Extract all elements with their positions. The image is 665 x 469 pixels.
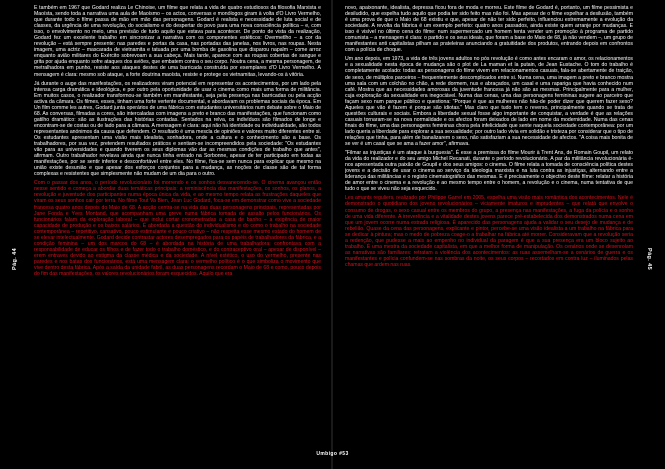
right-paragraph-3: "Filmar as injustiças é um ataque à burguesia". É esse a premissa do filme Mourir à Trent Ans, de Romain Goupil, um relato da vida do realizador e do seu amigo Michel Recanati, durante o período revolucionário. A par da militância revolucionária é-nos apresentada outra paixão de Goupil e dos seus amigos: o cinema. O filme relata a tomada de consciência política destes jovens e a decisão de usar o cinema ao serviço da ideologia marxista e na luta contra as injustiças, alternando entre a liderança das militâncias e o registo cinematográfico das mesmas. E é precisamente o objectivo deste filme: relatar a história de amor entre o cinema e a revolução e ao mesmo tempo entre o homem, a revolução e o cinema, numa tentativa de que tudo o que se viveu não seja esquecido. (345, 150, 633, 193)
left-page (0, 0, 332, 469)
right-paragraph-1: novo, apaixonante, idealista, depressa ficou fora de moda e morreu. Este filme de Godard é, portanto, um filme pessimista e desiludido, que espelha tudo aquilo que podia ter sido feito mas não foi. Mas apesar de o filme expelhar a desilusão, também é uma prova de que o Maio de 68 existiu e que, apesar de não ter sido perfeito, influenciou extremamente a evolução da sociedade. A revolta da fábrica é um exemplo perfeito: quatro anos passados, ainda existe quem arranje por mudanças. E isso é visível no último cena do filme: num supermercado um homem tenta vender um promoção à programa de partido comunista – a mensagem é clara: o partido e os seus ideais, que foram a base do Maio de 68, já não vendem –, um grupo de manifestantes anti capitalistas pilham as prateleiras anunciando a gratuitidade dos produtos, entrando depois em confrontos com a polícia de choque. (345, 5, 633, 54)
left-text-column (34, 5, 321, 437)
left-paragraph-1: É também em 1967 que Godard realiza Le Chinoise, um filme que relata a vida de quatro estudiosos da filosofia Marxista e Maoísta, sendo toda a narrativa uma aula de Maoísmo – os actos, conversas e monólogos giram à volta d'O Livro Vermelho, que durante todo o filme passa de mão em mão das personagens. Godard é realista e necessidade de luta social e de classes, da urgência de uma revolução, do socialismo e do despertar do povo para uma nova consciência política – e, com isso, o envolvimento no meio, uma previsão de tudo aquilo que estava para acontecer. De ponto de vista da realização, Godard fez um excelente trabalho em sincronizar a narrativa com os componentes estéticos: Overmetlho – a cor da revolução – está sempre presente: nas paredes e portas da casa, nas portadas das janelas, nos livros, nas roupas. Nesta imagem, uma actriz – mascarada de vietnamita e tatuada por uma bomba de gasolina que disparou napalm – come arroz enquanto avião militares do Exército sobrevoam a sua cabeça. Mais tarde, aparece com as roupas cobertas de sangue e grita por ajuda enquanto sofre ataques dos aviões, que embatem contra o seu corpo. Noutra cena, a mesma personagem, de metralhadora em punho, resiste aos ataques destes de uma barricada construída por exemplares d'O Livro Vermelho. A mensagem é clara: mesmo sob ataque, a forte doutrina maoísta, resiste e protege os vietnamitas, levando-os à vitória. (34, 5, 321, 78)
left-paragraph-3: Com o passar dos anos, o período revolucionário foi morrendo e os sonhos desvanecendo-se. O cinema avançou então nesse sentido e começa a abordar duas temáticas principais: a reminiscência das manifestações, os sonhos, os planos, a revolução e juventude dos participantes numa época única da vida, e ao mesmo tempo relata as frustrações daqueles que viram os seus sonhos cair por terra. No filme Tout Va Bien, Jean Luc Godard, foca-se em demonstrar como vive a sociedade francesa quatro anos depois do Maio de 68. A acção centra-se na vida das duas personagens principais, representadas por Jane Fonda e Yves Montand, que acompanham uma greve numa fábrica tomada de assalto pelos funcionários. Os funcionários falam da exploração laboral – que inclui cortar cronometradas a casa de banho – a exigência de maior capacidade de produção e os baixos salários. É abordada a questão do individualismo e do como o trabalho na sociedade contemporânea – repetitivo, cansativo, pouco estimulante e pouco criativo – não respeita esse mesmo estado do homem de se elevar intelectualmente. Godard decide contrastar actores desempregados para os papéis de trabalhadores da fábrica, e a condição feminina – um dos marcos do 68 – é abordada na história de uma trabalhadora: confrontava com a responsabilidade de educar os filhos e de fazer todo o trabalho doméstico, e do contraceptivo oral – apesar de disponível – erem entraves devido ao estigma da classe médica e da sociedade. A nível estético, o uso do vermelho, presente nas paredes e nos batas dos funcionários, está uma mensagem clara: o vermelho político é o que simboliza o movimento que vive dentro desta fábrica. Após a saída da unidade fabril, as duas personagens recordam o Maio de 68 e como, pouco depois do fim das manifestações, os valores revolucionários foram esquecidos. Aquilo que era (34, 180, 321, 278)
right-page-number: Pág. 45 (646, 248, 652, 271)
left-paragraph-2: Já durante o auge das manifestações, os realizadores viram potencial em representar os acontecimentos, por um lado pela intensa carga dramática e ideológica, e por outro pela oportunidade de usar o cinema como mais uma forma de militância. Em muitos casos, o realizador transformou-se também em manifestante, seja pela presença nas barricadas ou pela acção activa da câmara. Os filmes, esses, tinham uma forte vertente documental, e abordavam os problemas sociais da época. Em Un film comme les autres, Godard junta operários de uma fábrica com estudantes universitários num debate sobre o Maio de 68. As conversas, filmadas a cores, são intercaladas com imagens a preto e branco das manifestações, que funcionam como gatilho dramático: são as ilustrações das histórias contadas. Sentados na relva, os indivíduos são filmados de longe e encontram-se de costas ou de lado para a câmara. A mensagem é clara: aqui não há identidade ou individualidade, são todos representantes anónimos da causa que defendem. O resultado é uma mescla de opiniões e valores muito diferentes entre si. Os estudantes apresentam uma visão mais idealista, sonhadora, onde a cultura e o conhecimento são a base. Os trabalhadores, por sua vez, pretendem resultados práticos e sentiam-se incompreendidos pela sociedade: "Os estudantes vão para as universidades e quando tiverem os seus diplomas vão dar as mesmas condições de trabalho que antes", afirmam. Outro trabalhador revelava ainda que nunca tinha entrado na Sorbonne, apesar de ter participado em todas as manifestações, por se sentir inferior e desconfortável entre eles. No filme, fica-se sem nunca para explicar que mesmo na união existe desunião e que apesar dos esforços conjuntos para a mudança, as noções de classe são de tal forma complexas e resistentes que simplesmente não mudam de um dia para o outro. (34, 80, 321, 178)
right-paragraph-4: Les amants reguliers, realizado por Philippe Garrel em 2005, espelha uma visão mais romântica dos acontecimentos. Nele é demonstrado o quotidiano dos jovens revolucionários – viciamente imaturos e imprudentes – que relatá que envolve o consumo de drogas, o sexo casual entre os membros do grupo, a presença nas manifestações, a fuga da polícia e o sonho de uma vida diferente. A irreverência e a vitalidade destes jovens parece pré-estabelecida dos demonstrados numa cena em que um jovem ocorre numa estrada religiosa. É aparecido das personagens ajuda a validar o seu desejo de mudança e de rebelião. Quase da cena das personagens, explicante e pintor, percebe-se uma visão idealista a um trabalho na fábrica para se dedicar à pintura; mas o medo de pobreza coage-o a trabalhar na fábrica até morrer. Consideravam que a revolução seria a redenção, que pudesse a mais ao empenho no individual da paragem é que a sua presença era um bloco sujeito ao trabalho. É uma mestra da sociedade capitalista, em que a melhor forma de manipulação. Os cenários onde se desenrolam as narrativas são familiares: retratam a violência dos acontecimentos: as ruas assemelham-se a cenários de guerra e os manifestantes e polícia confundem-se nas sombras da noite, os seus corpos – recortados em contra luz – iluminados pelas chamas que ardem nas ruas. (345, 195, 633, 268)
magazine-footer: Umbigo #53 (316, 451, 349, 457)
left-page-number: Pág. 44 (12, 247, 18, 270)
right-text-column (345, 5, 633, 437)
right-paragraph-2: Um ano depois, em 1973, a vida de três jovens adultos no pós revolução é como antes encaram o amor, os relacionamentos e a sexualidade nesta época de mudança são o plot de La maman et la putain, de Jean Eustache. O tom do trabalho é completamente acolado: todas as personagens do filme vivem em relacionamentos casuais, fala-se abertamente de traição, de sexo, de múltiplos parceiros – frequentemente descomplicados entre si. Numa cena, uma imagem a preto e branco mostra uma sala com um colchão no chão, a rede dormem, nus e abraçados, um casal e uma rapariga que havia conhecido num café. Mostra que as necessidades amorosas da juventude francesa já não são as mesmas. Principalmente para a mulher, cuja exploração da sexualidade era inegociável. Numa das cenas, uma das personagens femininas sugere ao parceiro que façam sexo num parque público e questiona: "Porque é que as mulheres não hão-de poder dizer que querem fazer sexo? Aqueles que vão é fazem é porque são idiotas." Mas claro que tudo tem o reverso, principalmente quando se trata de questões culturais e sociais. Embora a liberdade sexual fosse algo importante de conquistar, a verdade é que as relações casuais tornaram-se na nova normalidade e os afectos foram deixados de lado em nome da modernidade. Numa das cenas finais do filme, uma das personagens femininas chora pela infelicidade que sente naquela sociedade contemporânea: por um lado queria a liberdade para explorar a sua sexualidade; por outro lado vivia em solidão e tristeza por considerar que o tipo de relações que tinha, para além de banalizarem o sexo, não satisfaziam a sua necessidade de afectos. "A coisa mais bonita de se ver é um casal que se ama a fazer amor", afirmava. (345, 56, 633, 148)
right-page (333, 0, 665, 469)
